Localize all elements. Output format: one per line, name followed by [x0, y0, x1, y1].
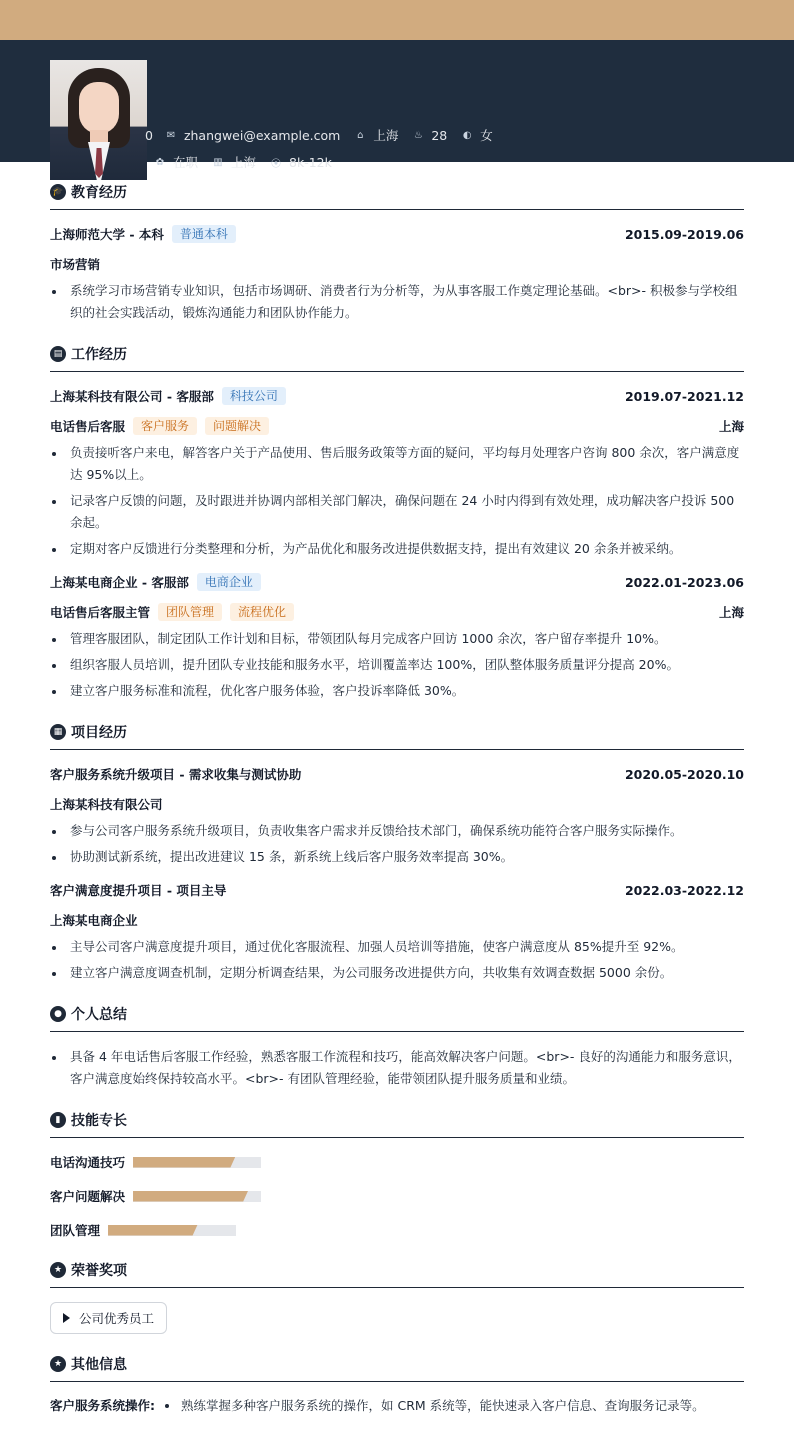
salary-icon: ⦿ [271, 158, 282, 170]
role-row [50, 602, 744, 622]
play-triangle-icon [63, 1313, 70, 1323]
bullet-item: 主导公司客户满意度提升项目，通过优化客服流程、加强人员培训等措施，使客户满意度从 85%提升至 92%。 [50, 936, 744, 958]
project-org-row [50, 910, 744, 930]
building-icon: ▥ [213, 156, 223, 168]
section-title: 教育经历 [71, 185, 127, 201]
gender-icon: ◐ [462, 129, 472, 141]
bullet-item: 组织客服人员培训，提升团队专业技能和服务水平，培训覆盖率达 100%，团队整体服务质量评分提高 20%。 [50, 654, 744, 676]
avatar [50, 60, 147, 180]
section-header [50, 1354, 744, 1382]
status-icon: ✿ [155, 156, 165, 168]
work-date: 2019.07-2021.12 [624, 388, 744, 404]
project-header-row [50, 880, 744, 900]
skill-level-bar [133, 1157, 261, 1168]
project-entry [50, 764, 744, 868]
bullet-item: 建立客户服务标准和流程，优化客户服务体验，客户投诉率降低 30%。 [50, 680, 744, 702]
bullet-item: 协助测试新系统，提出改进建议 15 条，新系统上线后客户服务效率提高 30%。 [50, 846, 744, 868]
section-header [50, 1004, 744, 1032]
project-org: 上海某电商企业 [50, 913, 138, 928]
section-title: 个人总结 [71, 1007, 127, 1023]
award-icon: ★ [50, 1356, 66, 1372]
work-date: 2022.01-2023.06 [624, 574, 744, 590]
mail-icon: ✉ [166, 129, 176, 141]
summary-section [50, 1004, 744, 1090]
project-name: 客户服务系统升级项目 - 需求收集与测试协助 [50, 767, 302, 782]
work-bullets [50, 442, 744, 560]
other-info-key: 客户服务系统操作: [50, 1398, 155, 1413]
section-title: 技能专长 [71, 1113, 127, 1129]
contact-item [154, 153, 198, 171]
bullet-item: 管理客服团队，制定团队工作计划和目标，带领团队每月完成客户回访 1000 余次，客户留存率提升 10%。 [50, 628, 744, 650]
contact-item [270, 155, 332, 170]
contact-text: 28 [431, 127, 448, 143]
work-entry [50, 572, 744, 702]
other-section [50, 1354, 744, 1416]
skill-level-bar [108, 1225, 236, 1236]
role-name: 电话售后客服 [50, 419, 126, 434]
role-name: 电话售后客服主管 [50, 605, 151, 620]
skill-level-fill [133, 1191, 248, 1202]
project-name: 客户满意度提升项目 - 项目主导 [50, 883, 227, 898]
work-header-row [50, 386, 744, 406]
top-accent-band [0, 0, 794, 40]
project-date: 2020.05-2020.10 [624, 766, 744, 782]
work-header-row [50, 572, 744, 592]
education-bullets [50, 280, 744, 324]
resume-header [0, 40, 794, 170]
bullet-item: 系统学习市场营销专业知识，包括市场调研、消费者行为分析等，为从事客服工作奠定理论基础。<br>- 积极参与学校组织的社会实践活动，锻炼沟通能力和团队协作能力。 [50, 280, 744, 324]
bullet-item: 定期对客户反馈进行分类整理和分析，为产品优化和服务改进提供数据支持，提出有效建议 20 余条并被采纳。 [50, 538, 744, 560]
skill-name: 团队管理 [50, 1223, 101, 1238]
section-title: 其他信息 [71, 1357, 127, 1373]
contact-item [461, 126, 493, 144]
work-entry [50, 386, 744, 560]
phone-text: 0 [145, 127, 153, 143]
skill-item [50, 1220, 403, 1240]
role-tag: 流程优化 [230, 603, 294, 621]
skills-section [50, 1110, 744, 1254]
bullet-item: 参与公司客户服务系统升级项目，负责收集客户需求并反馈给技术部门，确保系统功能符合客户服务实际操作。 [50, 820, 744, 842]
work-location: 上海 [718, 605, 744, 620]
role-row [50, 416, 744, 436]
role-tag: 客户服务 [133, 417, 197, 435]
other-info-value: 熟练掌握多种客户服务系统的操作，如 CRM 系统等，能快速录入客户信息、查询服务记录等。 [181, 1398, 705, 1413]
award-icon: ★ [50, 1262, 66, 1278]
cake-icon: ♨ [413, 129, 423, 141]
section-title: 荣誉奖项 [71, 1263, 127, 1279]
contact-row-1 [145, 126, 507, 144]
bullet-item: 建立客户满意度调查机制，定期分析调查结果，为公司服务改进提供方向，共收集有效调查数据 5000 余份。 [50, 962, 744, 984]
education-header-row [50, 224, 744, 244]
graduation-cap-icon: 🎓 [50, 184, 66, 200]
role-tag: 团队管理 [158, 603, 222, 621]
contact-item [412, 128, 447, 143]
skill-item [50, 1152, 403, 1172]
bar-chart-icon: ▮ [50, 1112, 66, 1128]
bullet-item: 负责接听客户来电，解答客户关于产品使用、售后服务政策等方面的疑问，平均每月处理客户咨询 800 余次，客户满意度达 95%以上。 [50, 442, 744, 486]
skill-item [50, 1186, 403, 1206]
contact-text: zhangwei@example.com [183, 127, 341, 143]
skill-level-bar [133, 1191, 261, 1202]
major-row [50, 254, 744, 274]
contact-item [354, 126, 398, 144]
awards-section [50, 1260, 744, 1334]
major-name: 市场营销 [50, 257, 101, 272]
education-section [50, 182, 744, 324]
project-bullets [50, 936, 744, 984]
project-bullets [50, 820, 744, 868]
bullet-dot [165, 1404, 169, 1408]
bullet-item: 具备 4 年电话售后客服工作经验，熟悉客服工作流程和技巧，能高效解决客户问题。<br>- 良好的沟通能力和服务意识，客户满意度始终保持较高水平。<br>- 有团队管理经验，能带领团队提升服务质量和业绩。 [50, 1046, 744, 1090]
skill-level-fill [108, 1225, 198, 1236]
company-name: 上海某电商企业 - 客服部 [50, 575, 189, 590]
section-header [50, 344, 744, 372]
resume-content [0, 182, 794, 1416]
project-date: 2022.03-2022.12 [624, 882, 744, 898]
work-section [50, 344, 744, 702]
section-title: 项目经历 [71, 725, 127, 741]
company-name: 上海某科技有限公司 - 客服部 [50, 389, 214, 404]
contact-text: 8k-12k [289, 154, 332, 170]
section-title: 工作经历 [71, 347, 127, 363]
section-header [50, 1110, 744, 1138]
skill-level-fill [133, 1157, 235, 1168]
work-location: 上海 [718, 419, 744, 434]
contact-text: 女 [480, 128, 493, 143]
briefcase-icon: ▤ [50, 346, 66, 362]
project-org-row [50, 794, 744, 814]
user-icon: ● [50, 1006, 66, 1022]
award-item[interactable] [50, 1302, 167, 1334]
contact-item [165, 128, 340, 143]
other-info-row [50, 1396, 744, 1416]
grid-icon: ▦ [50, 724, 66, 740]
company-tag: 电商企业 [197, 573, 261, 591]
award-name: 公司优秀员工 [79, 1311, 155, 1326]
project-header-row [50, 764, 744, 784]
skill-name: 客户问题解决 [50, 1189, 126, 1204]
skill-name: 电话沟通技巧 [50, 1155, 126, 1170]
contact-row-2 [154, 153, 346, 171]
section-header [50, 722, 744, 750]
section-header [50, 1260, 744, 1288]
school-tag: 普通本科 [172, 225, 236, 243]
contact-text: 在职 [173, 155, 199, 170]
company-tag: 科技公司 [222, 387, 286, 405]
contact-text: 上海 [231, 155, 257, 170]
role-tag: 问题解决 [205, 417, 269, 435]
contact-item [212, 153, 256, 171]
section-header [50, 182, 744, 210]
work-bullets [50, 628, 744, 702]
home-icon: ⌂ [357, 129, 364, 141]
project-entry [50, 880, 744, 984]
education-entry [50, 224, 744, 324]
project-org: 上海某科技有限公司 [50, 797, 163, 812]
bullet-item: 记录客户反馈的问题，及时跟进并协调内部相关部门解决，确保问题在 24 小时内得到有效处理，成功解决客户投诉 500 余起。 [50, 490, 744, 534]
projects-section [50, 722, 744, 984]
school-name: 上海师范大学 - 本科 [50, 227, 164, 242]
contact-text: 上海 [373, 128, 399, 143]
education-date: 2015.09-2019.06 [624, 226, 744, 242]
